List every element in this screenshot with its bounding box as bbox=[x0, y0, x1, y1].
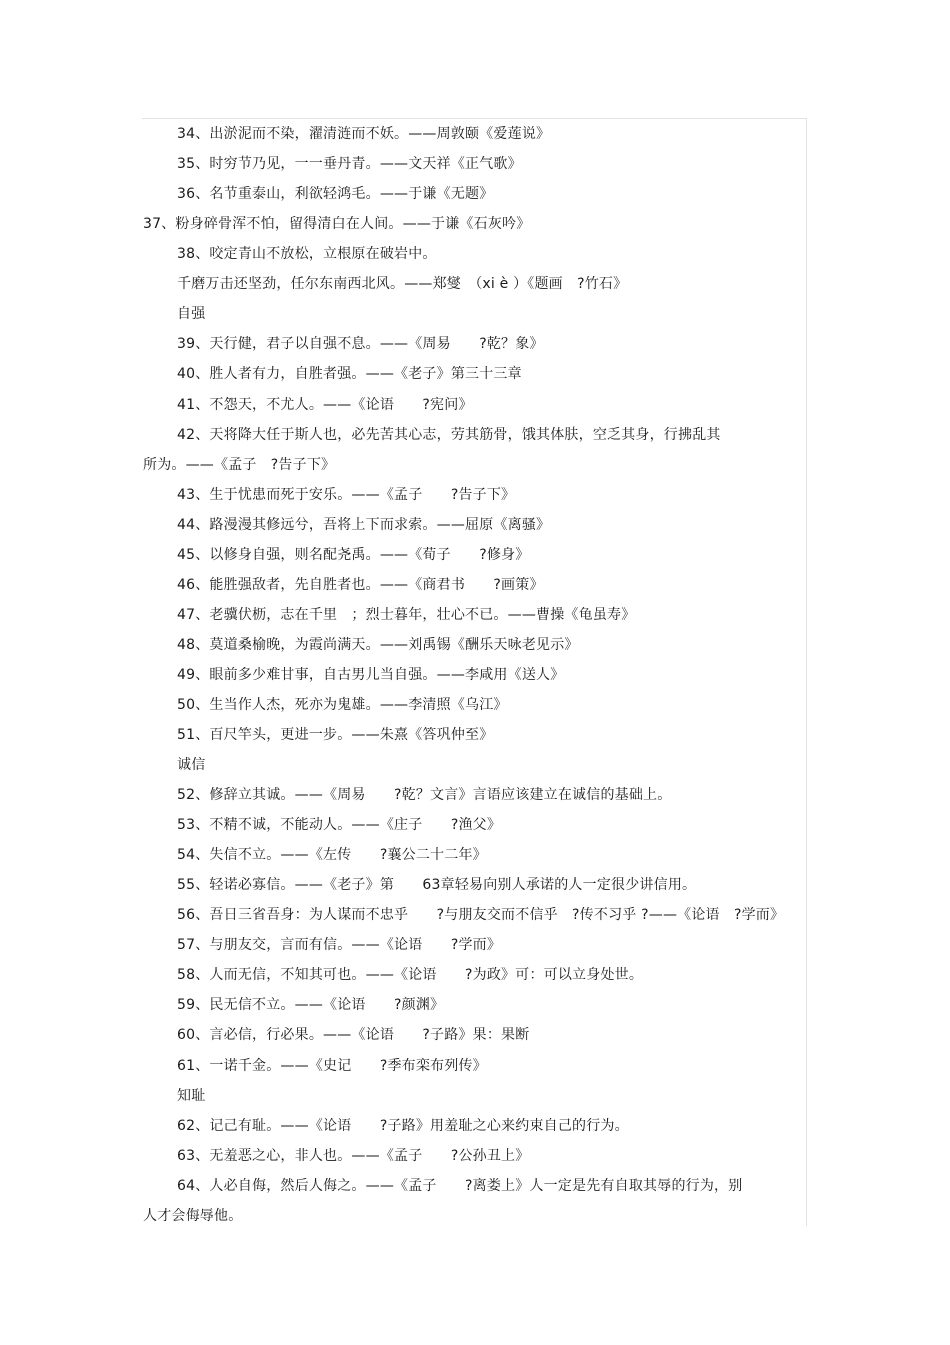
quote-44: 44、路漫漫其修远兮，吾将上下而求索。——屈原《离骚》 bbox=[177, 517, 551, 533]
quote-58: 58、人而无信，不知其可也。——《论语 ?为政》可：可以立身处世。 bbox=[177, 967, 644, 983]
quote-49: 49、眼前多少难甘事，自古男儿当自强。——李咸用《送人》 bbox=[177, 667, 565, 683]
page-frame-top bbox=[142, 118, 807, 119]
quote-61: 61、一诺千金。——《史记 ?季布栾布列传》 bbox=[177, 1058, 487, 1074]
quote-36: 36、名节重泰山，利欲轻鸿毛。——于谦《无题》 bbox=[177, 186, 494, 202]
quote-35: 35、时穷节乃见，一一垂丹青。——文天祥《正气歌》 bbox=[177, 156, 522, 172]
quote-47: 47、老骥伏枥，志在千里 ；烈士暮年，壮心不已。——曹操《龟虽寿》 bbox=[177, 607, 636, 623]
quote-57: 57、与朋友交，言而有信。——《论语 ?学而》 bbox=[177, 937, 502, 953]
quote-64: 64、人必自侮，然后人侮之。——《孟子 ?离娄上》人一定是先有自取其辱的行为，别 bbox=[177, 1178, 743, 1194]
quote-37: 37、粉身碎骨浑不怕，留得清白在人间。——于谦《石灰吟》 bbox=[143, 216, 531, 232]
quote-52: 52、修辞立其诚。——《周易 ?乾？文言》言语应该建立在诚信的基础上。 bbox=[177, 787, 672, 803]
quote-50: 50、生当作人杰，死亦为鬼雄。——李清照《乌江》 bbox=[177, 697, 508, 713]
quote-46: 46、能胜强敌者，先自胜者也。——《商君书 ?画策》 bbox=[177, 577, 544, 593]
quote-53: 53、不精不诚，不能动人。——《庄子 ?渔父》 bbox=[177, 817, 502, 833]
quote-42-continued: 所为。——《孟子 ?告子下》 bbox=[143, 457, 336, 473]
quote-43: 43、生于忧患而死于安乐。——《孟子 ?告子下》 bbox=[177, 487, 516, 503]
page-frame-right bbox=[806, 118, 807, 1226]
quote-45: 45、以修身自强，则名配尧禹。——《荀子 ?修身》 bbox=[177, 547, 530, 563]
quote-51: 51、百尺竿头，更进一步。——朱熹《答巩仲至》 bbox=[177, 727, 494, 743]
quote-63: 63、无羞恶之心，非人也。——《孟子 ?公孙丑上》 bbox=[177, 1148, 530, 1164]
quote-38-continued: 千磨万击还坚劲，任尔东南西北风。——郑燮 （xi è ）《题画 ?竹石》 bbox=[177, 276, 628, 292]
quote-54: 54、失信不立。——《左传 ?襄公二十二年》 bbox=[177, 847, 487, 863]
quote-40: 40、胜人者有力，自胜者强。——《老子》第三十三章 bbox=[177, 366, 522, 382]
quote-56: 56、吾日三省吾身：为人谋而不忠乎 ?与朋友交而不信乎 ?传不习乎 ?——《论语 ?学而》 bbox=[177, 907, 785, 923]
quote-59: 59、民无信不立。——《论语 ?颜渊》 bbox=[177, 997, 445, 1013]
quote-55: 55、轻诺必寡信。——《老子》第 63章轻易向别人承诺的人一定很少讲信用。 bbox=[177, 877, 697, 893]
section-heading-shame: 知耻 bbox=[177, 1088, 206, 1104]
quote-62: 62、记己有耻。——《论语 ?子路》用羞耻之心来约束自己的行为。 bbox=[177, 1118, 629, 1134]
quote-42: 42、天将降大任于斯人也，必先苦其心志，劳其筋骨，饿其体肤，空乏其身，行拂乱其 bbox=[177, 427, 721, 443]
quote-39: 39、天行健，君子以自强不息。——《周易 ?乾？象》 bbox=[177, 336, 544, 352]
quote-60: 60、言必信，行必果。——《论语 ?子路》果：果断 bbox=[177, 1027, 530, 1043]
section-heading-integrity: 诚信 bbox=[177, 757, 206, 773]
quote-38: 38、咬定青山不放松，立根原在破岩中。 bbox=[177, 246, 437, 262]
quote-41: 41、不怨天，不尤人。——《论语 ?宪问》 bbox=[177, 397, 473, 413]
section-heading-self-strengthening: 自强 bbox=[177, 306, 206, 322]
quote-48: 48、莫道桑榆晚，为霞尚满天。——刘禹锡《酬乐天咏老见示》 bbox=[177, 637, 579, 653]
quote-64-continued: 人才会侮辱他。 bbox=[143, 1208, 243, 1224]
quote-34: 34、出淤泥而不染，濯清涟而不妖。——周敦颐《爱莲说》 bbox=[177, 126, 551, 142]
